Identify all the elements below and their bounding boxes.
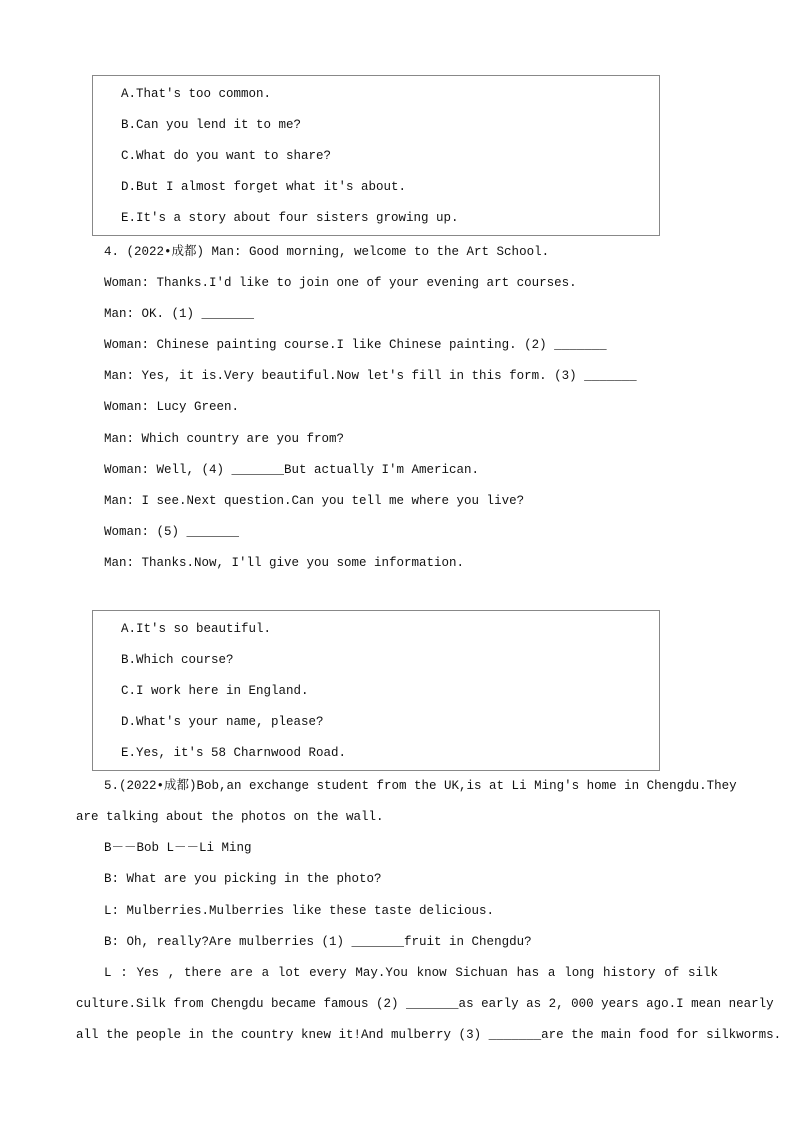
option-e: E.Yes, it's 58 Charnwood Road. [121,746,347,760]
dialogue-line: Woman: Chinese painting course.I like Chinese painting. (2) _______ [104,338,607,352]
options-box-1 [92,75,660,236]
dialogue-line: B: What are you picking in the photo? [104,872,382,886]
option-d: D.What's your name, please? [121,715,324,729]
dialogue-line: Man: I see.Next question.Can you tell me where you live? [104,494,525,508]
dialogue-line: L: Mulberries.Mulberries like these taste delicious. [104,904,495,918]
dialogue-line: Woman: Thanks.I'd like to join one of your evening art courses. [104,276,577,290]
passage-line: all the people in the country knew it!And mulberry (3) _______are the main food for silkworms. [76,1028,782,1042]
options-box-2 [92,610,660,771]
dialogue-line: Man: OK. (1) _______ [104,307,255,321]
dialogue-line: Man: Which country are you from? [104,432,345,446]
option-b: B.Can you lend it to me? [121,118,302,132]
option-c: C.I work here in England. [121,684,309,698]
option-e: E.It's a story about four sisters growing up. [121,211,459,225]
passage-line: L : Yes , there are a lot every May.You know Sichuan has a long history of silk [104,966,718,980]
dialogue-line: Man: Yes, it is.Very beautiful.Now let's fill in this form. (3) _______ [104,369,637,383]
option-c: C.What do you want to share? [121,149,332,163]
dialogue-line: Woman: Lucy Green. [104,400,240,414]
option-a: A.It's so beautiful. [121,622,272,636]
option-d: D.But I almost forget what it's about. [121,180,407,194]
dialogue-line: B: Oh, really?Are mulberries (1) _______fruit in Chengdu? [104,935,532,949]
option-b: B.Which course? [121,653,234,667]
question-4-header: 4. (2022•成都) Man: Good morning, welcome to the Art School. [104,245,550,259]
question-5-header: 5.(2022•成都)Bob,an exchange student from the UK,is at Li Ming's home in Chengdu.They [104,779,737,793]
option-a: A.That's too common. [121,87,272,101]
dialogue-line: Woman: (5) _______ [104,525,240,539]
dialogue-line: Woman: Well, (4) _______But actually I'm American. [104,463,480,477]
speaker-key: B－－Bob L－－Li Ming [104,841,252,855]
dialogue-line: Man: Thanks.Now, I'll give you some information. [104,556,465,570]
passage-line: are talking about the photos on the wall. [76,810,384,824]
passage-line: culture.Silk from Chengdu became famous (2) _______as early as 2, 000 years ago.I mean nearly [76,997,774,1011]
